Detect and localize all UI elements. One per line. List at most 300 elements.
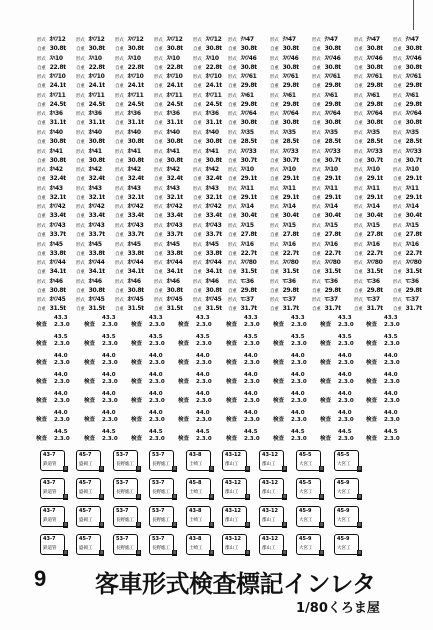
type-value: ｵﾊ45 — [205, 240, 219, 248]
inspection-value-2: 2.3.0 — [384, 360, 400, 366]
type-key: 形式 — [228, 56, 237, 62]
weight-line — [154, 157, 198, 166]
type-weight-decal — [115, 259, 159, 279]
weight-key: 自重 — [37, 288, 46, 294]
type-line — [270, 36, 314, 45]
inspection-values — [291, 429, 307, 443]
weight-line — [76, 64, 120, 73]
type-value: ｽﾊﾌ80 — [324, 259, 341, 267]
weight-value: 22.7t — [240, 249, 257, 257]
plate-works: 盛岡工 — [79, 546, 93, 551]
type-value: ｽﾊ61 — [366, 91, 380, 99]
type-line — [228, 73, 272, 82]
weight-line — [115, 175, 159, 184]
type-line — [76, 92, 120, 101]
type-line — [312, 148, 356, 157]
weight-value: 33.8t — [49, 249, 66, 257]
weight-line — [312, 194, 356, 203]
type-line — [228, 36, 272, 45]
type-weight-decal — [154, 166, 198, 186]
type-line — [393, 36, 433, 45]
type-line — [76, 259, 120, 268]
type-value: ｵﾊﾌ44 — [166, 259, 183, 267]
type-line — [115, 129, 159, 138]
weight-key: 自重 — [270, 177, 279, 183]
type-weight-decal — [270, 129, 314, 149]
inspection-label: 検査 — [131, 436, 143, 442]
plate-badge: II — [358, 522, 361, 527]
inspection-value-1: 44.0 — [54, 353, 68, 359]
type-line — [37, 241, 81, 250]
inspection-decal — [366, 372, 412, 392]
weight-key: 自重 — [154, 177, 163, 183]
inspection-values — [196, 391, 212, 405]
inspection-value-1: 44.5 — [291, 429, 305, 435]
weight-value: 29.8t — [405, 100, 422, 108]
weight-key: 自重 — [354, 47, 363, 52]
weight-line — [76, 157, 120, 166]
weight-line — [115, 194, 159, 203]
weight-line — [270, 250, 314, 259]
type-value: ｵﾊ43 — [205, 184, 219, 192]
inspection-value-1: 44.0 — [196, 372, 210, 378]
plate-works: 大宮工 — [299, 462, 313, 467]
inspection-label: 検査 — [320, 436, 332, 442]
type-line — [312, 259, 356, 268]
type-key: 形式 — [115, 75, 124, 81]
type-line — [393, 110, 433, 119]
type-key: 形式 — [228, 75, 237, 81]
weight-key: 自重 — [115, 102, 124, 108]
type-line — [115, 203, 159, 212]
type-weight-decal — [76, 92, 120, 112]
type-line — [154, 129, 198, 138]
type-line — [154, 203, 198, 212]
type-value: ｽﾊ16 — [282, 240, 296, 248]
weight-value: 30.8t — [324, 119, 341, 127]
weight-value: 30.8t — [366, 119, 383, 127]
weight-line — [154, 250, 198, 259]
weight-line — [312, 212, 356, 221]
weight-line — [354, 119, 398, 128]
weight-value: 31.7t — [240, 305, 257, 313]
type-weight-decal — [354, 129, 398, 149]
weight-key: 自重 — [393, 47, 402, 52]
inspection-value-2: 2.3.0 — [384, 398, 400, 404]
type-value: ｵﾊ36 — [49, 110, 63, 118]
weight-value: 29.1t — [324, 175, 341, 183]
inspection-plate-decal — [222, 506, 247, 527]
weight-line — [312, 64, 356, 73]
weight-key: 自重 — [37, 307, 46, 313]
type-line — [354, 73, 398, 82]
type-value: ｽﾊ35 — [324, 129, 338, 136]
type-key: 形式 — [154, 298, 163, 304]
weight-key: 自重 — [37, 84, 46, 90]
type-key: 形式 — [154, 56, 163, 62]
type-line — [37, 259, 81, 268]
type-value: ｽﾊ61 — [405, 91, 419, 99]
type-key: 形式 — [76, 75, 85, 81]
type-weight-decal — [228, 148, 272, 168]
inspection-decal — [36, 315, 82, 335]
type-weight-decal — [393, 278, 433, 298]
weight-value: 31.5t — [166, 305, 183, 313]
type-key: 形式 — [354, 93, 363, 99]
type-weight-decal — [270, 241, 314, 261]
weight-value: 24.5t — [127, 100, 144, 108]
type-line — [393, 203, 433, 212]
inspection-value-1: 43.3 — [102, 315, 116, 321]
weight-value: 22.7t — [405, 249, 422, 257]
inspection-value-2: 2.3.0 — [244, 341, 260, 347]
inspection-decal — [178, 391, 224, 411]
type-value: ｵﾊ45 — [49, 240, 63, 248]
cut-mark — [413, 0, 414, 30]
plate-code: 53-7 — [152, 480, 165, 486]
type-weight-decal — [115, 110, 159, 130]
type-weight-decal — [354, 73, 398, 93]
inspection-label: 検査 — [226, 360, 238, 366]
weight-value: 34.1t — [88, 268, 105, 276]
type-weight-decal — [37, 241, 81, 261]
plate-code: 53-7 — [116, 452, 129, 458]
weight-line — [393, 287, 433, 296]
weight-value: 31.1t — [88, 119, 105, 127]
inspection-value-2: 2.3.0 — [338, 322, 354, 328]
type-value: ｵﾊ41 — [88, 147, 102, 155]
inspection-label: 検査 — [36, 398, 48, 404]
inspection-values — [149, 372, 165, 386]
weight-key: 自重 — [354, 177, 363, 183]
type-key: 形式 — [193, 112, 202, 118]
inspection-label: 検査 — [273, 379, 285, 385]
inspection-label: 検査 — [273, 436, 285, 442]
weight-key: 自重 — [354, 65, 363, 71]
inspection-label: 検査 — [178, 436, 190, 442]
type-value: ｵﾊﾌ44 — [205, 259, 222, 267]
weight-key: 自重 — [270, 47, 279, 52]
type-value: ﾏﾆ36 — [324, 277, 338, 285]
weight-line — [37, 194, 81, 203]
type-line — [270, 185, 314, 194]
weight-value: 31.5t — [127, 305, 144, 313]
plate-code: 45-9 — [299, 536, 312, 542]
type-weight-decal — [312, 110, 356, 130]
sheet-number: 9 — [34, 566, 47, 591]
weight-key: 自重 — [228, 195, 237, 201]
weight-value: 34.1t — [205, 268, 222, 276]
type-value: ｵﾊ36 — [205, 110, 219, 118]
type-key: 形式 — [393, 186, 402, 192]
type-key: 形式 — [393, 242, 402, 248]
type-line — [270, 241, 314, 250]
type-key: 形式 — [76, 298, 85, 304]
type-value: ｽﾊ15 — [366, 222, 380, 229]
type-weight-decal — [354, 92, 398, 112]
inspection-value-2: 2.3.0 — [338, 417, 354, 423]
type-value: ｵﾊ46 — [205, 277, 219, 285]
inspection-values — [54, 315, 70, 329]
type-key: 形式 — [354, 261, 363, 267]
weight-line — [312, 157, 356, 166]
type-key: 形式 — [393, 205, 402, 211]
weight-line — [154, 212, 198, 221]
inspection-decal — [320, 410, 366, 430]
inspection-value-2: 2.3.0 — [196, 360, 212, 366]
weight-line — [312, 82, 356, 91]
weight-line — [37, 45, 81, 54]
weight-value: 24.1t — [88, 82, 105, 90]
type-value: ｽﾊ35 — [282, 129, 296, 136]
weight-line — [393, 268, 433, 277]
weight-key: 自重 — [76, 177, 85, 183]
plate-badge: II — [64, 522, 67, 527]
inspection-plate-decal — [76, 450, 101, 471]
inspection-decal — [320, 429, 366, 449]
plate-works: 大宮工 — [337, 462, 351, 467]
weight-line — [37, 212, 81, 221]
type-key: 形式 — [193, 279, 202, 285]
weight-value: 31.7t — [366, 305, 383, 313]
weight-value: 24.5t — [49, 100, 66, 108]
weight-line — [354, 175, 398, 184]
type-key: 形式 — [76, 168, 85, 174]
type-value: ｵﾊ42 — [205, 166, 219, 174]
weight-key: 自重 — [154, 251, 163, 257]
weight-value: 29.1t — [324, 193, 341, 201]
type-line — [354, 296, 398, 305]
type-key: 形式 — [270, 242, 279, 248]
inspection-plate-decal — [40, 534, 65, 555]
type-key: 形式 — [228, 298, 237, 304]
type-key: 形式 — [193, 186, 202, 192]
weight-line — [76, 45, 120, 54]
weight-line — [312, 175, 356, 184]
type-line — [115, 278, 159, 287]
type-line — [115, 36, 159, 45]
inspection-values — [291, 334, 307, 348]
type-value: ｽﾊ10 — [205, 54, 219, 62]
inspection-label: 検査 — [273, 341, 285, 347]
weight-line — [37, 175, 81, 184]
inspection-value-1: 44.0 — [384, 410, 398, 416]
inspection-plate-decal — [149, 450, 174, 471]
inspection-value-1: 43.3 — [54, 315, 68, 321]
weight-line — [312, 101, 356, 110]
weight-value: 30.8t — [127, 156, 144, 164]
weight-line — [228, 305, 272, 314]
type-value: ｵﾊ43 — [49, 184, 63, 192]
inspection-value-2: 2.3.0 — [149, 379, 165, 385]
type-key: 形式 — [115, 112, 124, 118]
inspection-value-2: 2.3.0 — [291, 436, 307, 442]
weight-key: 自重 — [354, 307, 363, 313]
weight-value: 29.8t — [366, 286, 383, 294]
weight-value: 30.8t — [88, 138, 105, 145]
type-line — [393, 55, 433, 64]
type-value: ﾏﾆ36 — [366, 277, 380, 285]
weight-line — [37, 82, 81, 91]
weight-value: 30.8t — [88, 156, 105, 164]
type-value: ｵﾊ36 — [88, 110, 102, 118]
type-weight-decal — [76, 148, 120, 168]
inspection-values — [338, 391, 354, 405]
inspection-values — [149, 353, 165, 367]
weight-value: 33.7t — [49, 231, 66, 238]
inspection-value-2: 2.3.0 — [149, 398, 165, 404]
plate-works: 鉄道管 — [43, 518, 57, 523]
weight-line — [76, 287, 120, 296]
type-weight-decal — [37, 259, 81, 279]
inspection-label: 検査 — [273, 360, 285, 366]
plate-badge: II — [210, 522, 213, 527]
type-value: ｽﾊ61 — [240, 91, 254, 99]
weight-value: 22.8t — [205, 63, 222, 71]
type-line — [312, 166, 356, 175]
weight-key: 自重 — [115, 233, 124, 238]
type-weight-decal — [354, 259, 398, 279]
inspection-value-1: 43.5 — [149, 334, 163, 340]
inspection-value-2: 2.3.0 — [384, 436, 400, 442]
type-line — [37, 110, 81, 119]
inspection-value-1: 44.0 — [338, 410, 352, 416]
type-line — [115, 241, 159, 250]
type-weight-decal — [154, 55, 198, 75]
plate-badge: II — [64, 550, 67, 555]
weight-key: 自重 — [228, 288, 237, 294]
type-weight-decal — [228, 73, 272, 93]
weight-line — [154, 64, 198, 73]
weight-line — [354, 287, 398, 296]
type-key: 形式 — [312, 112, 321, 118]
type-key: 形式 — [193, 38, 202, 43]
type-line — [76, 129, 120, 138]
weight-key: 自重 — [154, 65, 163, 71]
plate-badge: II — [100, 466, 103, 471]
inspection-label: 検査 — [273, 322, 285, 328]
inspection-label: 検査 — [84, 436, 96, 442]
type-value: ｽﾊ10 — [88, 54, 102, 62]
type-value: ｽﾊ35 — [366, 129, 380, 136]
inspection-decal — [178, 334, 224, 354]
type-key: 形式 — [115, 149, 124, 155]
inspection-label: 検査 — [131, 379, 143, 385]
type-key: 形式 — [228, 261, 237, 267]
type-line — [115, 222, 159, 231]
type-key: 形式 — [154, 75, 163, 81]
type-weight-decal — [228, 203, 272, 223]
type-key: 形式 — [115, 261, 124, 267]
weight-value: 30.7t — [240, 156, 257, 164]
weight-key: 自重 — [154, 158, 163, 164]
weight-value: 31.7t — [405, 305, 422, 313]
weight-line — [76, 175, 120, 184]
type-value: ｵﾊ41 — [166, 147, 180, 155]
inspection-values — [291, 410, 307, 424]
plate-works: 郡山工 — [225, 490, 239, 495]
plate-works: 鉄道管 — [43, 490, 57, 495]
type-key: 形式 — [228, 38, 237, 43]
type-key: 形式 — [354, 149, 363, 155]
weight-value: 30.8t — [88, 45, 105, 52]
inspection-plate-decal — [259, 450, 284, 471]
inspection-decal — [36, 391, 82, 411]
weight-key: 自重 — [270, 65, 279, 71]
type-value: ｽﾊ11 — [240, 184, 254, 192]
type-weight-decal — [228, 55, 272, 75]
inspection-decal — [366, 391, 412, 411]
weight-value: 27.8t — [366, 231, 383, 238]
weight-line — [270, 268, 314, 277]
inspection-label: 検査 — [36, 360, 48, 366]
weight-line — [115, 138, 159, 147]
plate-code: 43-7 — [43, 536, 56, 542]
inspection-decal — [320, 372, 366, 392]
weight-line — [76, 250, 120, 259]
type-weight-decal — [37, 166, 81, 186]
type-line — [228, 110, 272, 119]
inspection-label: 検査 — [178, 379, 190, 385]
plate-works: 郡山工 — [225, 518, 239, 523]
type-value: ｽﾊﾌ46 — [366, 54, 383, 62]
weight-line — [393, 138, 433, 147]
inspection-label: 検査 — [273, 417, 285, 423]
weight-value: 30.8t — [324, 63, 341, 71]
type-line — [228, 92, 272, 101]
weight-value: 30.8t — [88, 286, 105, 294]
inspection-value-1: 44.5 — [384, 429, 398, 435]
type-weight-decal — [393, 92, 433, 112]
weight-line — [37, 64, 81, 73]
weight-key: 自重 — [193, 288, 202, 294]
weight-value: 30.8t — [282, 63, 299, 71]
inspection-values — [102, 353, 118, 367]
weight-line — [354, 194, 398, 203]
type-value: ｵﾊ41 — [205, 147, 219, 155]
type-key: 形式 — [228, 279, 237, 285]
inspection-value-2: 2.3.0 — [338, 360, 354, 366]
weight-line — [37, 268, 81, 277]
type-value: ｽﾊ16 — [240, 240, 254, 248]
type-value: ｵﾊﾌ42 — [166, 203, 183, 211]
weight-line — [37, 305, 81, 314]
inspection-value-1: 43.5 — [196, 334, 210, 340]
type-weight-decal — [76, 110, 120, 130]
type-weight-decal — [115, 296, 159, 316]
weight-key: 自重 — [193, 47, 202, 52]
type-weight-decal — [37, 73, 81, 93]
weight-key: 自重 — [193, 84, 202, 90]
weight-line — [393, 194, 433, 203]
inspection-plate-decal — [296, 478, 321, 499]
plate-works: 土崎工 — [189, 518, 203, 523]
type-line — [37, 36, 81, 45]
inspection-values — [338, 410, 354, 424]
type-line — [76, 222, 120, 231]
weight-key: 自重 — [270, 233, 279, 238]
weight-line — [270, 119, 314, 128]
inspection-decal — [84, 353, 130, 373]
type-weight-decal — [354, 296, 398, 316]
type-weight-decal — [228, 278, 272, 298]
type-key: 形式 — [228, 149, 237, 155]
weight-key: 自重 — [228, 251, 237, 257]
type-key: 形式 — [270, 149, 279, 155]
type-line — [354, 222, 398, 231]
type-line — [76, 296, 120, 305]
inspection-decal — [273, 353, 319, 373]
